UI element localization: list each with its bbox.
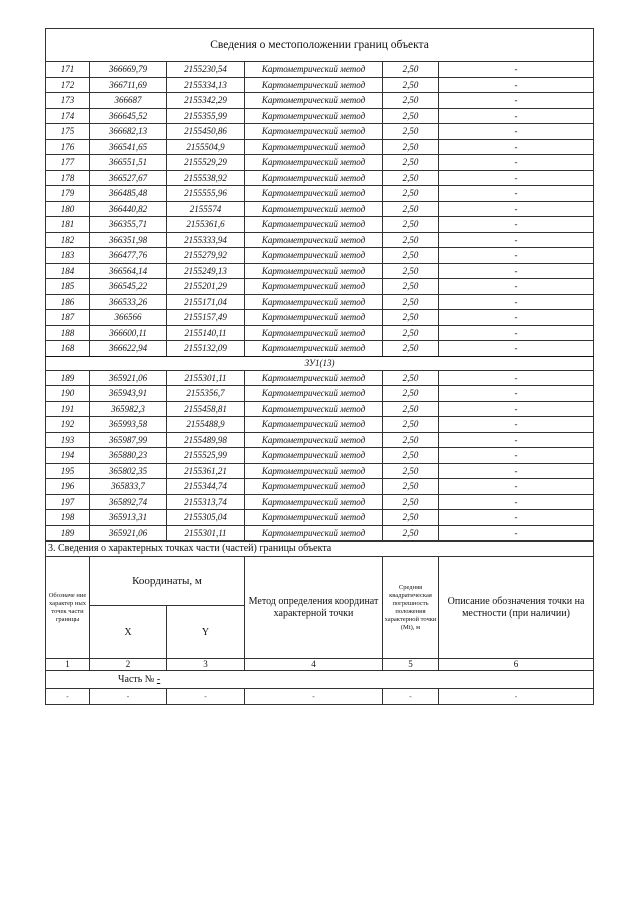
coord-y: 2155342,29 <box>167 93 245 109</box>
coord-x: 366351,98 <box>90 232 167 248</box>
description: - <box>439 310 594 326</box>
header-description: Описание обозначения точки на местности (при наличии) <box>439 557 594 659</box>
method: Картометрический метод <box>245 386 383 402</box>
method: Картометрический метод <box>245 479 383 495</box>
point-number: 198 <box>46 510 90 526</box>
table-row <box>46 310 594 326</box>
table-row <box>46 325 594 341</box>
coord-x: 366682,13 <box>90 124 167 140</box>
accuracy: 2,50 <box>383 248 439 264</box>
table-row <box>46 139 594 155</box>
coord-x: 365982,3 <box>90 401 167 417</box>
coord-y: 2155450,86 <box>167 124 245 140</box>
point-number: 172 <box>46 77 90 93</box>
accuracy: 2,50 <box>383 186 439 202</box>
coord-x: 365921,06 <box>90 370 167 386</box>
table-row <box>46 155 594 171</box>
coord-x: 365833,7 <box>90 479 167 495</box>
coord-y: 2155538,92 <box>167 170 245 186</box>
method: Картометрический метод <box>245 108 383 124</box>
coord-y: 2155140,11 <box>167 325 245 341</box>
coord-x: 366564,14 <box>90 263 167 279</box>
empty-cell: - <box>46 689 90 705</box>
description: - <box>439 263 594 279</box>
coord-y: 2155361,6 <box>167 217 245 233</box>
table-row <box>46 463 594 479</box>
point-number: 189 <box>46 370 90 386</box>
accuracy: 2,50 <box>383 401 439 417</box>
header-coordinates: Координаты, м <box>90 557 245 606</box>
point-number: 195 <box>46 463 90 479</box>
accuracy: 2,50 <box>383 370 439 386</box>
part-points-table <box>45 541 594 705</box>
description: - <box>439 510 594 526</box>
column-number: 5 <box>383 659 439 671</box>
accuracy: 2,50 <box>383 155 439 171</box>
method: Картометрический метод <box>245 510 383 526</box>
empty-cell: - <box>167 689 245 705</box>
table-row <box>46 401 594 417</box>
table-row <box>46 370 594 386</box>
coord-x: 366477,76 <box>90 248 167 264</box>
description: - <box>439 217 594 233</box>
method: Картометрический метод <box>245 448 383 464</box>
point-number: 181 <box>46 217 90 233</box>
description: - <box>439 170 594 186</box>
table-row <box>46 232 594 248</box>
accuracy: 2,50 <box>383 463 439 479</box>
description: - <box>439 186 594 202</box>
point-number: 175 <box>46 124 90 140</box>
point-number: 196 <box>46 479 90 495</box>
accuracy: 2,50 <box>383 448 439 464</box>
description: - <box>439 401 594 417</box>
coord-x: 365880,23 <box>90 448 167 464</box>
method: Картометрический метод <box>245 77 383 93</box>
method: Картометрический метод <box>245 325 383 341</box>
point-number: 189 <box>46 525 90 541</box>
method: Картометрический метод <box>245 417 383 433</box>
description: - <box>439 525 594 541</box>
point-number: 173 <box>46 93 90 109</box>
coord-y: 2155201,29 <box>167 279 245 295</box>
coord-y: 2155356,7 <box>167 386 245 402</box>
method: Картометрический метод <box>245 401 383 417</box>
coord-y: 2155525,99 <box>167 448 245 464</box>
part-value: - <box>156 674 161 685</box>
coord-y: 2155313,74 <box>167 494 245 510</box>
method: Картометрический метод <box>245 310 383 326</box>
description: - <box>439 494 594 510</box>
accuracy: 2,50 <box>383 201 439 217</box>
part-label: Часть № <box>118 674 155 685</box>
coord-y: 2155529,29 <box>167 155 245 171</box>
accuracy: 2,50 <box>383 62 439 78</box>
accuracy: 2,50 <box>383 310 439 326</box>
method: Картометрический метод <box>245 124 383 140</box>
point-number: 197 <box>46 494 90 510</box>
description: - <box>439 448 594 464</box>
empty-cell: - <box>383 689 439 705</box>
coord-x: 366622,94 <box>90 341 167 357</box>
method: Картометрический метод <box>245 370 383 386</box>
coord-y: 2155333,94 <box>167 232 245 248</box>
table-row <box>46 248 594 264</box>
description: - <box>439 201 594 217</box>
accuracy: 2,50 <box>383 386 439 402</box>
point-number: 187 <box>46 310 90 326</box>
description: - <box>439 155 594 171</box>
table-row <box>46 124 594 140</box>
accuracy: 2,50 <box>383 108 439 124</box>
table-row <box>46 77 594 93</box>
method: Картометрический метод <box>245 341 383 357</box>
header-y: Y <box>167 606 245 659</box>
accuracy: 2,50 <box>383 479 439 495</box>
description: - <box>439 232 594 248</box>
point-number: 194 <box>46 448 90 464</box>
description: - <box>439 108 594 124</box>
coord-y: 2155574 <box>167 201 245 217</box>
coord-x: 366485,48 <box>90 186 167 202</box>
coord-y: 2155489,98 <box>167 432 245 448</box>
method: Картометрический метод <box>245 139 383 155</box>
table-row <box>46 263 594 279</box>
coord-y: 2155458,81 <box>167 401 245 417</box>
coord-x: 366687 <box>90 93 167 109</box>
point-number: 180 <box>46 201 90 217</box>
coord-x: 366566 <box>90 310 167 326</box>
method: Картометрический метод <box>245 463 383 479</box>
table-row <box>46 494 594 510</box>
method: Картометрический метод <box>245 279 383 295</box>
accuracy: 2,50 <box>383 510 439 526</box>
coord-y: 2155305,04 <box>167 510 245 526</box>
column-number: 4 <box>245 659 383 671</box>
method: Картометрический метод <box>245 186 383 202</box>
point-number: 193 <box>46 432 90 448</box>
accuracy: 2,50 <box>383 139 439 155</box>
table-row <box>46 108 594 124</box>
description: - <box>439 62 594 78</box>
accuracy: 2,50 <box>383 279 439 295</box>
coord-x: 366541,65 <box>90 139 167 155</box>
description: - <box>439 124 594 140</box>
description: - <box>439 341 594 357</box>
coord-y: 2155279,92 <box>167 248 245 264</box>
point-number: 171 <box>46 62 90 78</box>
header-x: X <box>90 606 167 659</box>
method: Картометрический метод <box>245 93 383 109</box>
description: - <box>439 417 594 433</box>
table-row <box>46 201 594 217</box>
method: Картометрический метод <box>245 155 383 171</box>
method: Картометрический метод <box>245 294 383 310</box>
column-number: 6 <box>439 659 594 671</box>
point-number: 183 <box>46 248 90 264</box>
empty-cell: - <box>439 689 594 705</box>
point-number: 179 <box>46 186 90 202</box>
coord-y: 2155301,11 <box>167 370 245 386</box>
point-number: 190 <box>46 386 90 402</box>
description: - <box>439 248 594 264</box>
point-number: 186 <box>46 294 90 310</box>
coord-x: 365921,06 <box>90 525 167 541</box>
part-number-row <box>46 671 594 689</box>
header-accuracy: Средняя квадратическая погрешность положения характерной точки (Mt), м <box>383 557 439 659</box>
coord-y: 2155355,99 <box>167 108 245 124</box>
coord-x: 366645,52 <box>90 108 167 124</box>
accuracy: 2,50 <box>383 263 439 279</box>
accuracy: 2,50 <box>383 525 439 541</box>
point-number: 184 <box>46 263 90 279</box>
table-row <box>46 432 594 448</box>
accuracy: 2,50 <box>383 170 439 186</box>
coord-x: 366527,67 <box>90 170 167 186</box>
header-method: Метод определения координат характерной точки <box>245 557 383 659</box>
coord-y: 2155249,13 <box>167 263 245 279</box>
description: - <box>439 77 594 93</box>
accuracy: 2,50 <box>383 341 439 357</box>
method: Картометрический метод <box>245 232 383 248</box>
table-row <box>46 525 594 541</box>
point-number: 191 <box>46 401 90 417</box>
method: Картометрический метод <box>245 525 383 541</box>
accuracy: 2,50 <box>383 325 439 341</box>
accuracy: 2,50 <box>383 494 439 510</box>
coord-x: 365892,74 <box>90 494 167 510</box>
point-number: 192 <box>46 417 90 433</box>
method: Картометрический метод <box>245 62 383 78</box>
table-row <box>46 62 594 78</box>
coord-x: 366711,69 <box>90 77 167 93</box>
table-row <box>46 510 594 526</box>
table-row <box>46 186 594 202</box>
accuracy: 2,50 <box>383 124 439 140</box>
coord-y: 2155230,54 <box>167 62 245 78</box>
accuracy: 2,50 <box>383 432 439 448</box>
description: - <box>439 463 594 479</box>
accuracy: 2,50 <box>383 93 439 109</box>
point-number: 188 <box>46 325 90 341</box>
coord-x: 366545,22 <box>90 279 167 295</box>
coord-x: 365802,35 <box>90 463 167 479</box>
coord-y: 2155301,11 <box>167 525 245 541</box>
point-number: 182 <box>46 232 90 248</box>
table-row <box>46 294 594 310</box>
column-number: 3 <box>167 659 245 671</box>
table-row <box>46 93 594 109</box>
table-row <box>46 170 594 186</box>
section-title: Сведения о местоположении границ объекта <box>46 29 594 62</box>
empty-cell: - <box>245 689 383 705</box>
point-number: 177 <box>46 155 90 171</box>
coord-y: 2155171,04 <box>167 294 245 310</box>
accuracy: 2,50 <box>383 232 439 248</box>
table-row <box>46 448 594 464</box>
table-row <box>46 279 594 295</box>
description: - <box>439 93 594 109</box>
description: - <box>439 432 594 448</box>
land-plot-subheading: ЗУ1(13) <box>46 356 594 370</box>
coord-y: 2155361,21 <box>167 463 245 479</box>
empty-cell: - <box>90 689 167 705</box>
point-number: 174 <box>46 108 90 124</box>
description: - <box>439 139 594 155</box>
coord-x: 366440,82 <box>90 201 167 217</box>
method: Картометрический метод <box>245 432 383 448</box>
page <box>45 28 593 705</box>
coord-y: 2155157,49 <box>167 310 245 326</box>
description: - <box>439 325 594 341</box>
accuracy: 2,50 <box>383 77 439 93</box>
table-row <box>46 217 594 233</box>
point-number: 178 <box>46 170 90 186</box>
accuracy: 2,50 <box>383 217 439 233</box>
accuracy: 2,50 <box>383 417 439 433</box>
coord-y: 2155555,96 <box>167 186 245 202</box>
coord-x: 366355,71 <box>90 217 167 233</box>
table-row <box>46 386 594 402</box>
accuracy: 2,50 <box>383 294 439 310</box>
coord-y: 2155132,09 <box>167 341 245 357</box>
coord-x: 366551,51 <box>90 155 167 171</box>
method: Картометрический метод <box>245 170 383 186</box>
header-point-designation: Обозначе ние характер ных точек части границы <box>46 557 90 659</box>
coord-x: 365913,31 <box>90 510 167 526</box>
coord-y: 2155344,74 <box>167 479 245 495</box>
table-row <box>46 417 594 433</box>
table-row <box>46 341 594 357</box>
description: - <box>439 370 594 386</box>
boundary-table <box>45 28 594 541</box>
section-3-title: 3. Сведения о характерных точках части (частей) границы объекта <box>46 542 594 557</box>
column-number: 1 <box>46 659 90 671</box>
coord-y: 2155488,9 <box>167 417 245 433</box>
coord-y: 2155504,9 <box>167 139 245 155</box>
method: Картометрический метод <box>245 494 383 510</box>
coord-x: 366600,11 <box>90 325 167 341</box>
method: Картометрический метод <box>245 201 383 217</box>
point-number: 176 <box>46 139 90 155</box>
method: Картометрический метод <box>245 217 383 233</box>
method: Картометрический метод <box>245 263 383 279</box>
point-number: 168 <box>46 341 90 357</box>
column-number: 2 <box>90 659 167 671</box>
table-row <box>46 479 594 495</box>
coord-y: 2155334,13 <box>167 77 245 93</box>
subheading-row <box>46 356 594 370</box>
coord-x: 365993,58 <box>90 417 167 433</box>
point-number: 185 <box>46 279 90 295</box>
description: - <box>439 294 594 310</box>
description: - <box>439 279 594 295</box>
method: Картометрический метод <box>245 248 383 264</box>
description: - <box>439 479 594 495</box>
coord-x: 365987,99 <box>90 432 167 448</box>
description: - <box>439 386 594 402</box>
coord-x: 366669,79 <box>90 62 167 78</box>
coord-x: 366533,26 <box>90 294 167 310</box>
coord-x: 365943,91 <box>90 386 167 402</box>
